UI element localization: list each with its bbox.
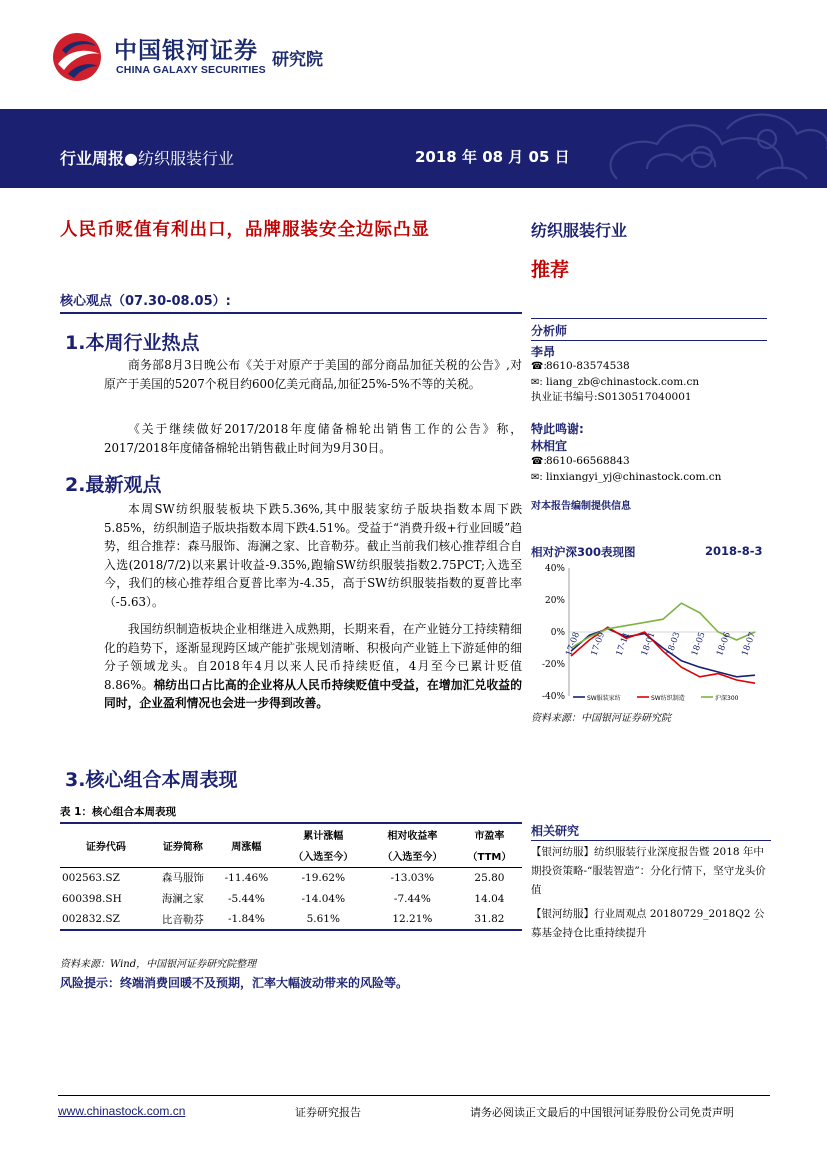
- cell-rel: -7.44%: [393, 892, 431, 905]
- license-number: S0130517040001: [597, 391, 692, 403]
- thanks-label: 特此鸣谢:: [531, 422, 584, 436]
- col-rel: 相对收益率: [368, 823, 457, 845]
- outlook-text: 我国纺织制造板块企业相继进入成熟期，长期来看，在产业链分工持续精细化的趋势下，逐渐显现跨区域产能扩张规划清晰、积极向产业链上下游延伸的细分子领域龙头。自2018年4月以来人民币持续贬值，4月至今已累计贬值8.86%。: [104, 622, 522, 692]
- cell-pe: 14.04: [474, 892, 505, 905]
- institute-name: 研究院: [272, 50, 323, 70]
- cell-weekly: -1.84%: [214, 909, 279, 930]
- cell-name: 比音勒芬: [152, 909, 214, 930]
- related-research-item[interactable]: 【银河纺服】行业周观点 20180729_2018Q2 公募基金持仓比重持续提升: [531, 908, 765, 939]
- core-view-heading: 核心观点（07.30-08.05）:: [60, 294, 231, 309]
- table-source: 资料来源：Wind，中国银河证券研究院整理: [60, 959, 257, 970]
- analyst-contact: [531, 359, 699, 406]
- related-research-title: 相关研究: [531, 824, 580, 838]
- paragraph-cotton: 《关于继续做好2017/2018年度储备棉轮出销售工作的公告》称，2017/2018年度储备棉轮出销售截止时间为9月30日。: [104, 422, 522, 455]
- contributor-contact: [531, 454, 721, 485]
- footer-report-label: 证券研究报告: [295, 1106, 361, 1119]
- email-line: [531, 470, 721, 486]
- cell-pe: 31.82: [457, 909, 522, 930]
- x-tick-label: 18-05: [689, 630, 708, 658]
- cell-cum: 5.61%: [279, 909, 368, 930]
- report-type-label: 行业周报●: [60, 149, 138, 168]
- phone-number: 8610-83574538: [546, 360, 630, 372]
- x-tick-label: 17-11: [614, 630, 633, 658]
- galaxy-logo-icon: [50, 30, 104, 84]
- cell-code: 002563.SZ: [62, 871, 120, 884]
- website-link[interactable]: www.chinastock.com.cn: [58, 1104, 186, 1118]
- report-type: [60, 146, 234, 169]
- phone-number: 8610-66568843: [546, 455, 630, 467]
- cell-name: 海澜之家: [161, 893, 204, 905]
- cell-weekly: -11.46%: [224, 871, 269, 884]
- table-title: 表 1：核心组合本周表现: [60, 806, 176, 818]
- table-row: [60, 888, 522, 909]
- x-tick-label: 18-07: [740, 630, 759, 658]
- table-row: [60, 867, 522, 888]
- y-tick-label: 0%: [550, 628, 565, 638]
- related-research-item[interactable]: 【银河纺服】纺织服装行业深度报告暨 2018 年中期投资策略-“服装智造”：分化行情下，坚守龙头价值: [531, 846, 766, 896]
- section-heading-views: 2.最新观点: [65, 474, 162, 496]
- risk-warning: 风险提示：终端消费回暖不及预期，汇率大幅波动带来的风险等。: [60, 976, 409, 990]
- cell-weekly: -5.44%: [227, 892, 265, 905]
- legend-label: SW服装家纺: [587, 695, 621, 702]
- chart-title: 相对沪深300表现图: [531, 545, 636, 559]
- company-name-cn: 中国银河证券: [114, 38, 258, 64]
- email-link[interactable]: liang_zb@chinastock.com.cn: [546, 375, 700, 388]
- col-rel-sub: （入选至今）: [368, 845, 457, 867]
- divider: [60, 312, 522, 314]
- company-name-en: CHINA GALAXY SECURITIES: [116, 64, 266, 76]
- mail-icon: ✉:: [531, 471, 543, 483]
- industry-rating: 推荐: [531, 259, 570, 281]
- col-name: 证券简称: [152, 823, 214, 867]
- section-heading-hotspots: 1.本周行业热点: [65, 332, 200, 354]
- paragraph-market: 本周SW纺织服装板块下跌5.36%,其中服装家纺子版块指数本周下跌5.85%，纺织制造子版块指数本周下跌4.51%。受益于“消费升级+行业回暖”趋势，组合推荐：森马服饰、海澜之家、比音勒芬。截止当前我们核心推荐组合自入选(2018/7/2)以来累计收益-9.35%,跑输SW纺织服装指数2.75PCT;入选至今，我们的核心推荐组合夏普比率为-4.35，高于SW纺织服装指数的夏普比率（-5.63）。: [104, 502, 522, 609]
- table-header-row: [60, 823, 522, 845]
- x-tick-label: 18-03: [664, 630, 683, 658]
- divider: [531, 340, 767, 341]
- paragraph-tariff: 商务部8月3日晚公布《关于对原产于美国的部分商品加征关税的公告》,对原产于美国的5207个税目约600亿美元商品,加征25%-5%不等的关税。: [104, 358, 522, 391]
- email-link[interactable]: linxiangyi_yj@chinastock.com.cn: [546, 470, 722, 483]
- paragraph-outlook: [104, 620, 522, 713]
- col-code: 证券代码: [60, 823, 152, 867]
- analyst-name: 李昂: [531, 345, 556, 359]
- y-tick-label: -40%: [541, 692, 565, 702]
- industry-label: 纺织服装行业: [137, 149, 234, 168]
- x-tick-label: 18-06: [715, 630, 733, 658]
- cell-pe: 25.80: [474, 871, 505, 884]
- col-weekly: 周涨幅: [214, 823, 279, 867]
- report-banner: [0, 109, 827, 188]
- side-industry: 纺织服装行业: [531, 221, 628, 240]
- phone-icon: ☎:: [531, 361, 547, 372]
- cell-rel: -13.03%: [390, 871, 435, 884]
- analyst-label: 分析师: [531, 324, 568, 338]
- divider: [531, 318, 767, 319]
- cell-cum: -14.04%: [301, 892, 346, 905]
- y-tick-label: -20%: [541, 660, 565, 670]
- license-label: 执业证书编号:: [531, 391, 598, 403]
- cell-rel: 12.21%: [368, 909, 457, 930]
- chart-svg: [531, 560, 767, 705]
- mail-icon: ✉:: [531, 376, 543, 388]
- table-row: [60, 909, 522, 930]
- chart-source: 资料来源：中国银河证券研究院: [531, 713, 671, 724]
- col-pe: 市盈率: [457, 823, 522, 845]
- col-cum-sub: （入选至今）: [279, 845, 368, 867]
- outlook-bold-text: 棉纺出口占比高的企业将从人民币持续贬值中受益，在增加汇兑收益的同时，企业盈利情况也会进一步得到改善。: [104, 677, 522, 710]
- section-heading-portfolio: 3.核心组合本周表现: [65, 769, 238, 791]
- phone-icon: ☎:: [531, 456, 547, 467]
- cell-cum: -19.62%: [301, 871, 346, 884]
- phone-line: [531, 454, 721, 470]
- col-pe-sub: （TTM）: [457, 845, 522, 867]
- email-line: [531, 375, 699, 391]
- col-cum: 累计涨幅: [279, 823, 368, 845]
- license-line: [531, 390, 699, 406]
- cell-code: 600398.SH: [62, 892, 122, 905]
- cell-name: 森马服饰: [161, 872, 204, 885]
- chart-date: 2018-8-3: [705, 544, 763, 558]
- relative-performance-chart: [531, 560, 767, 705]
- y-tick-label: 20%: [544, 596, 565, 606]
- divider: [531, 840, 771, 841]
- company-logo: [50, 28, 350, 83]
- phone-line: [531, 359, 699, 375]
- x-tick-label: 17-08: [564, 630, 583, 658]
- y-tick-label: 40%: [544, 564, 565, 574]
- x-tick-label: 18-01: [639, 630, 658, 658]
- report-date: 2018 年 08 月 05 日: [415, 148, 570, 166]
- footer-divider: [58, 1095, 770, 1096]
- cell-code: 002832.SZ: [60, 909, 152, 930]
- report-title: 人民币贬值有利出口，品牌服装安全边际凸显: [60, 220, 430, 240]
- portfolio-table: [60, 822, 522, 931]
- legend-label: 沪深300: [715, 695, 739, 702]
- contributor-note: 对本报告编制提供信息: [531, 501, 631, 512]
- x-tick-label: 17-09: [589, 630, 608, 658]
- legend-label: SW纺织制造: [651, 695, 685, 702]
- contributor-name: 林相宜: [531, 439, 568, 453]
- footer-disclaimer: 请务必阅读正文最后的中国银河证券股份公司免责声明: [470, 1106, 734, 1119]
